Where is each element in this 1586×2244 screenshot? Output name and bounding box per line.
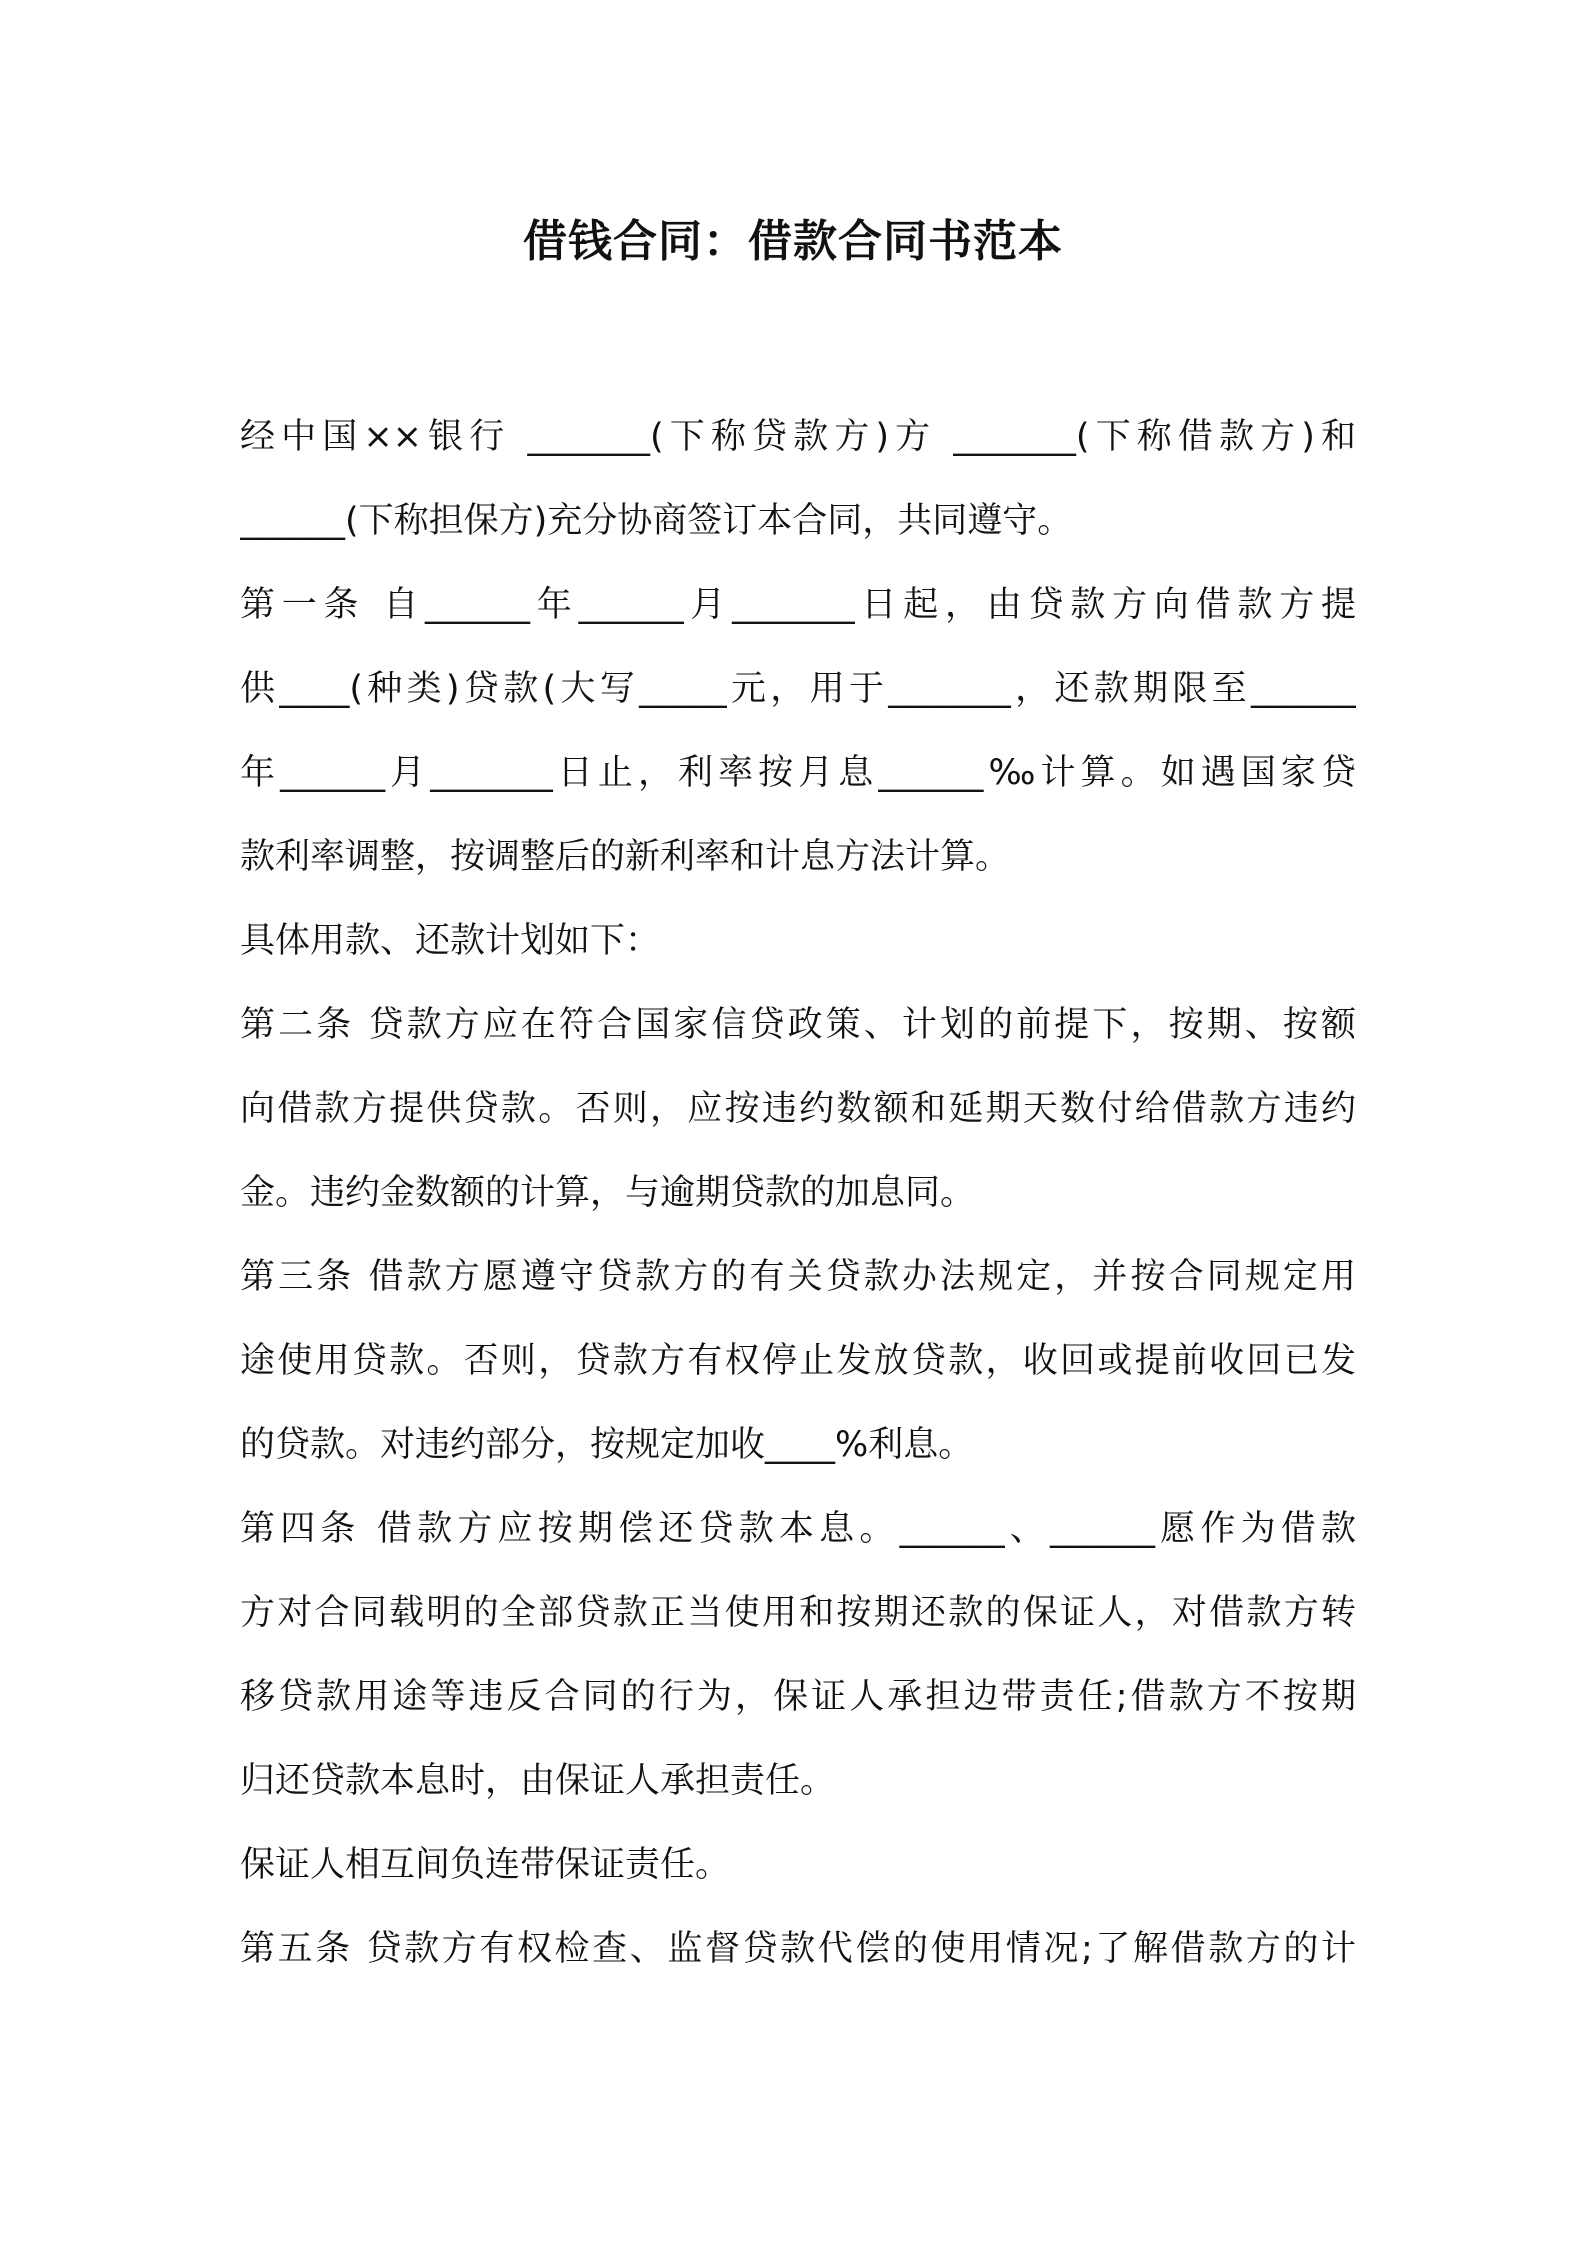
text-line: 移贷款用途等违反合同的行为，保证人承担边带责任;借款方不按期 — [240, 1677, 1356, 1717]
text-line: 途使用贷款。否则，贷款方有权停止发放贷款，收回或提前收回已发 — [240, 1341, 1356, 1381]
document-title: 借钱合同：借款合同书范本 — [523, 216, 1063, 267]
text-line: 第三条 借款方愿遵守贷款方的有关贷款办法规定，并按合同规定用 — [240, 1257, 1356, 1297]
text-line: 归还贷款本息时，由保证人承担责任。 — [240, 1761, 836, 1801]
text-line: ______(下称担保方)充分协商签订本合同，共同遵守。 — [240, 501, 1073, 541]
text-line: 第二条 贷款方应在符合国家信贷政策、计划的前提下，按期、按额 — [240, 1005, 1356, 1045]
text-line: 向借款方提供贷款。否则，应按违约数额和延期天数付给借款方违约 — [240, 1089, 1356, 1129]
text-line: 经中国××银行 _______(下称贷款方)方 _______(下称借款方)和 — [240, 417, 1356, 457]
text-line: 年______月_______日止，利率按月息______‰计算。如遇国家贷 — [240, 753, 1356, 793]
text-line: 金。违约金数额的计算，与逾期贷款的加息同。 — [240, 1173, 976, 1213]
text-line: 款利率调整，按调整后的新利率和计息方法计算。 — [240, 837, 1011, 877]
text-line: 供____(种类)贷款(大写_____元，用于_______，还款期限至______ — [240, 669, 1356, 709]
text-line: 的贷款。对违约部分，按规定加收____%利息。 — [240, 1425, 974, 1465]
text-line: 第五条 贷款方有权检查、监督贷款代偿的使用情况;了解借款方的计 — [240, 1929, 1356, 1969]
text-line: 具体用款、还款计划如下： — [240, 921, 661, 961]
text-line: 方对合同载明的全部贷款正当使用和按期还款的保证人，对借款方转 — [240, 1593, 1356, 1633]
text-line: 保证人相互间负连带保证责任。 — [240, 1845, 731, 1885]
text-line: 第四条 借款方应按期偿还贷款本息。______、______愿作为借款 — [240, 1509, 1356, 1549]
text-line: 第一条 自______年______月_______日起，由贷款方向借款方提 — [240, 585, 1356, 625]
